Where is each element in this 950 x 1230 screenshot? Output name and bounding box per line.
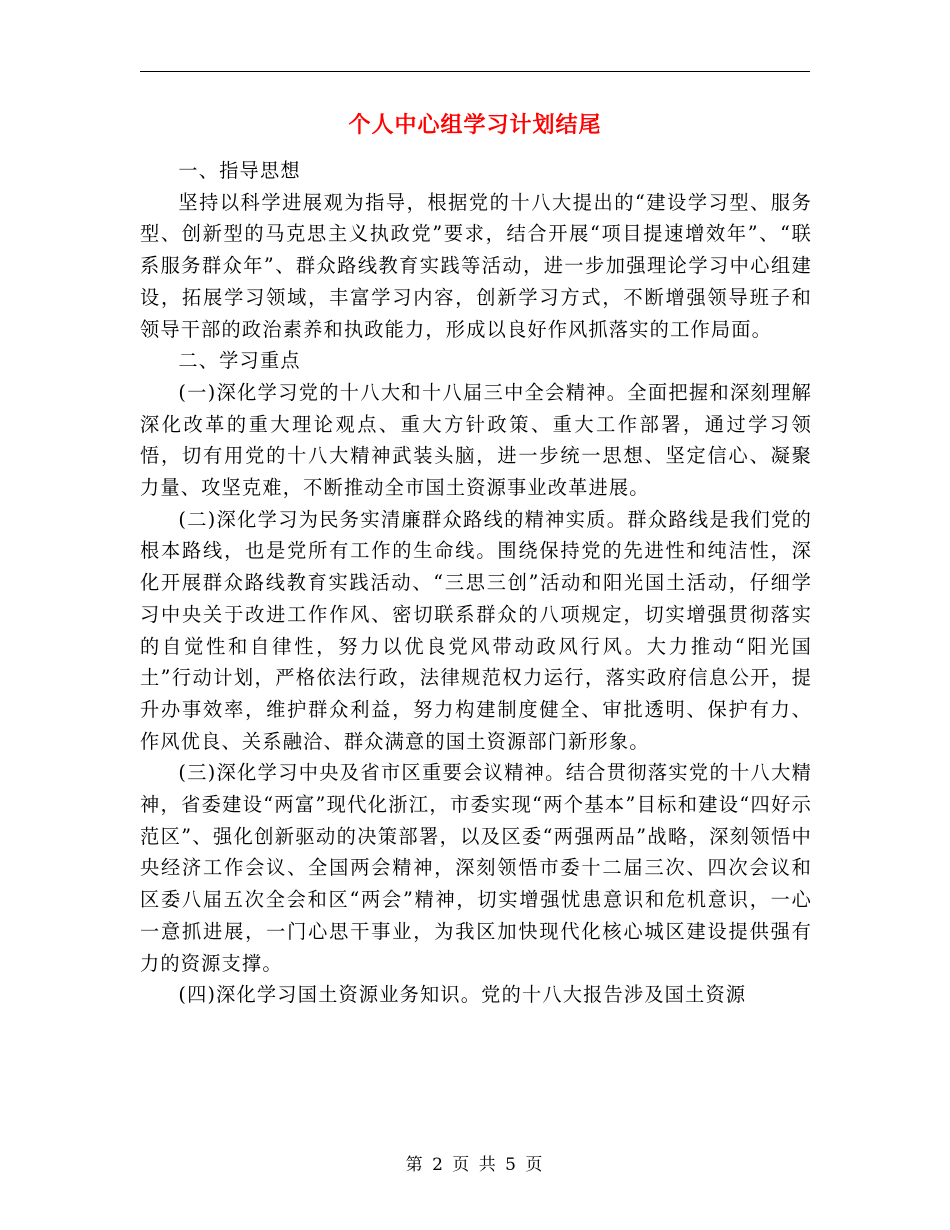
document-body (140, 155, 812, 1011)
paragraph: (二)深化学习为民务实清廉群众路线的精神实质。群众路线是我们党的根本路线，也是党所有工作的生命线。围绕保持党的先进性和纯洁性，深化开展群众路线教育实践活动、“三思三创”活动和阳光国土活动，仔细学习中央关于改进工作作风、密切联系群众的八项规定，切实增强贯彻落实的自觉性和自律性，努力以优良党风带动政风行风。大力推动“阳光国土”行动计划，严格依法行政，法律规范权力运行，落实政府信息公开，提升办事效率，维护群众利益，努力构建制度健全、审批透明、保护有力、作风优良、关系融洽、群众满意的国土资源部门新形象。 (140, 507, 812, 753)
section-heading: 一、指导思想 (178, 159, 301, 182)
section-heading: 二、学习重点 (178, 349, 301, 373)
paragraph: (三)深化学习中央及省市区重要会议精神。结合贯彻落实党的十八大精神，省委建设“两富”现代化浙江，市委实现“两个基本”目标和建设“四好示范区”、强化创新驱动的决策部署，以及区委“两强两品”战略，深刻领悟中央经济工作会议、全国两会精神，深刻领悟市委十二届三次、四次会议和区委八届五次全会和区“两会”精神，切实增强忧患意识和危机意识，一心一意抓进展，一门心思干事业，为我区加快现代化核心城区建设提供强有力的资源支撑。 (140, 761, 812, 975)
header-rule (140, 71, 810, 72)
paragraph: 坚持以科学进展观为指导，根据党的十八大提出的“建设学习型、服务型、创新型的马克思主义执政党”要求，结合开展“项目提速增效年”、“联系服务群众年”、群众路线教育实践等活动，进一步加强理论学习中心组建设，拓展学习领域，丰富学习内容，创新学习方式，不断增强领导班子和领导干部的政治素养和执政能力，形成以良好作风抓落实的工作局面。 (140, 190, 812, 341)
page-footer: 第 2 页 共 5 页 (405, 1155, 545, 1175)
paragraph: (四)深化学习国土资源业务知识。党的十八大报告涉及国土资源 (178, 983, 747, 1007)
paragraph: (一)深化学习党的十八大和十八届三中全会精神。全面把握和深刻理解深化改革的重大理论观点、重大方针政策、重大工作部署，通过学习领悟，切有用党的十八大精神武装头脑，进一步统一思想、坚定信心、凝聚力量、攻坚克难，不断推动全市国土资源事业改革进展。 (140, 380, 812, 500)
document-title: 个人中心组学习计划结尾 (348, 112, 602, 138)
